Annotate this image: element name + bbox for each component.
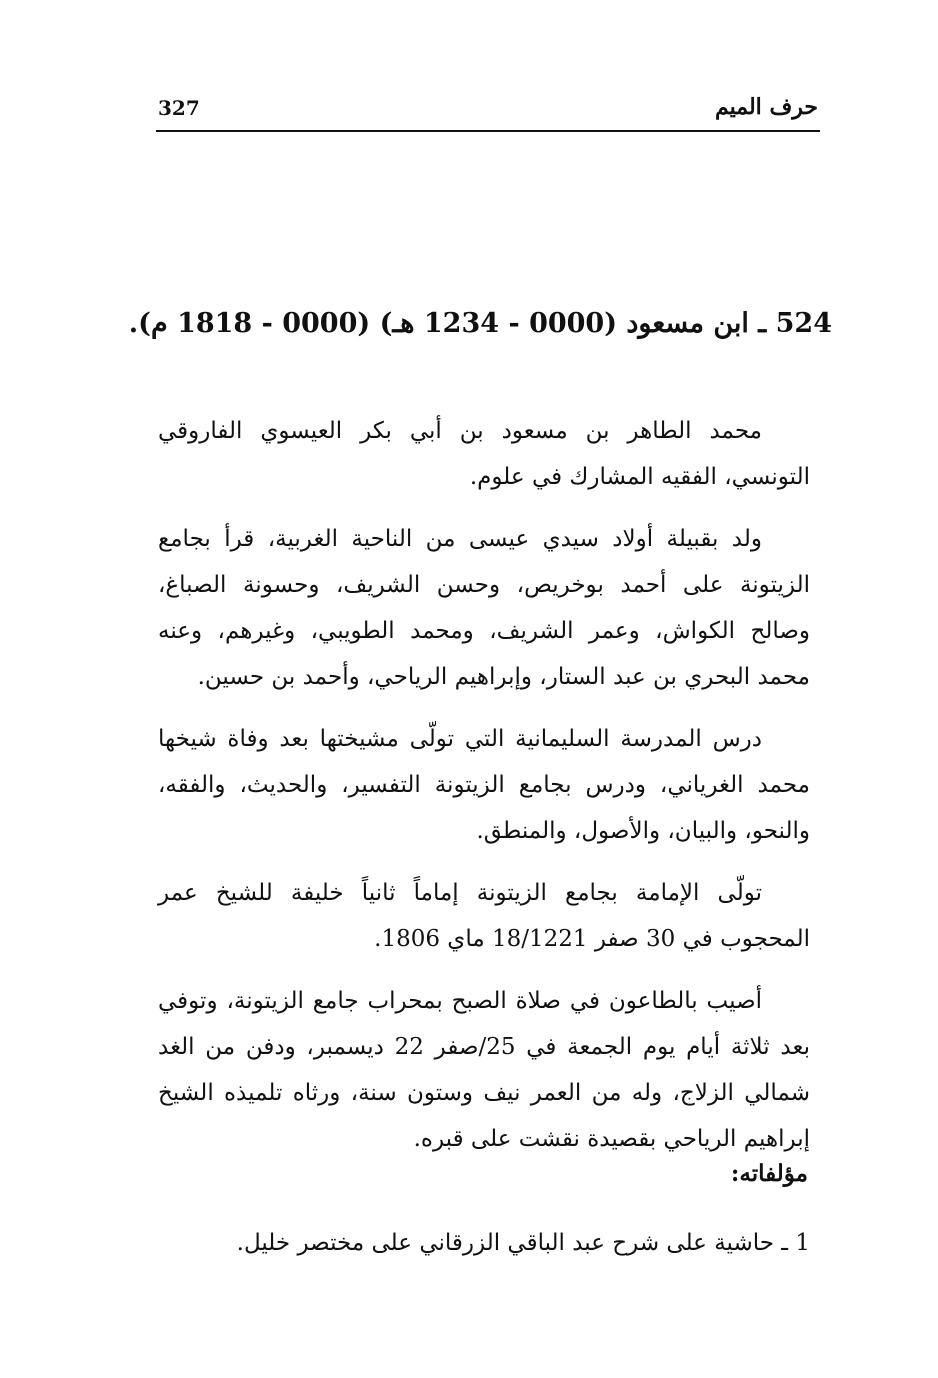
paragraph-identity: محمد الطاهر بن مسعود بن أبي بكر العيسوي الفاروقي التونسي، الفقيه المشارك في علوم. bbox=[158, 418, 810, 490]
entry-body bbox=[158, 408, 810, 1178]
paragraph-death: أصيب بالطاعون في صلاة الصبح بمحراب جامع الزيتونة، وتوفي بعد ثلاثة أيام يوم الجمعة في 25/صفر 22 ديسمبر، ودفن من الغد شمالي الزلاج، وله من العمر نيف وستون سنة، ورثاه تلميذه الشيخ إبراهيم الرياحي بقصيدة نقشت على قبره. bbox=[158, 988, 810, 1152]
section-title: حرف الميم bbox=[714, 94, 818, 120]
works-heading: مؤلفاته: bbox=[730, 1160, 808, 1187]
paragraph-education: ولد بقبيلة أولاد سيدي عيسى من الناحية الغربية، قرأ بجامع الزيتونة على أحمد بوخريص، وحسن الشريف، وحسونة الصباغ، وصالح الكواش، وعمر الشريف، ومحمد الطويبي، وغيرهم، وعنه محمد البحري بن عبد الستار، وإبراهيم الرياحي، وأحمد بن حسين. bbox=[158, 526, 810, 690]
works-list bbox=[158, 1220, 810, 1266]
paragraph-teaching: درس المدرسة السليمانية التي تولّى مشيختها بعد وفاة شيخها محمد الغرياني، ودرس بجامع الزيتونة التفسير، والحديث، والفقه، والنحو، والبيان، والأصول، والمنطق. bbox=[158, 726, 810, 844]
entry-heading: 524 ـ ابن مسعود (0000 - 1234 هـ) (0000 - 1818 م). bbox=[128, 308, 832, 339]
running-header bbox=[156, 92, 820, 132]
paragraph-imamate: تولّى الإمامة بجامع الزيتونة إماماً ثانياً خليفة للشيخ عمر المحجوب في 30 صفر 18/1221 ماي 1806. bbox=[158, 880, 810, 952]
works-list-item: 1 ـ حاشية على شرح عبد الباقي الزرقاني على مختصر خليل. bbox=[236, 1230, 810, 1256]
page-number: 327 bbox=[158, 96, 200, 120]
